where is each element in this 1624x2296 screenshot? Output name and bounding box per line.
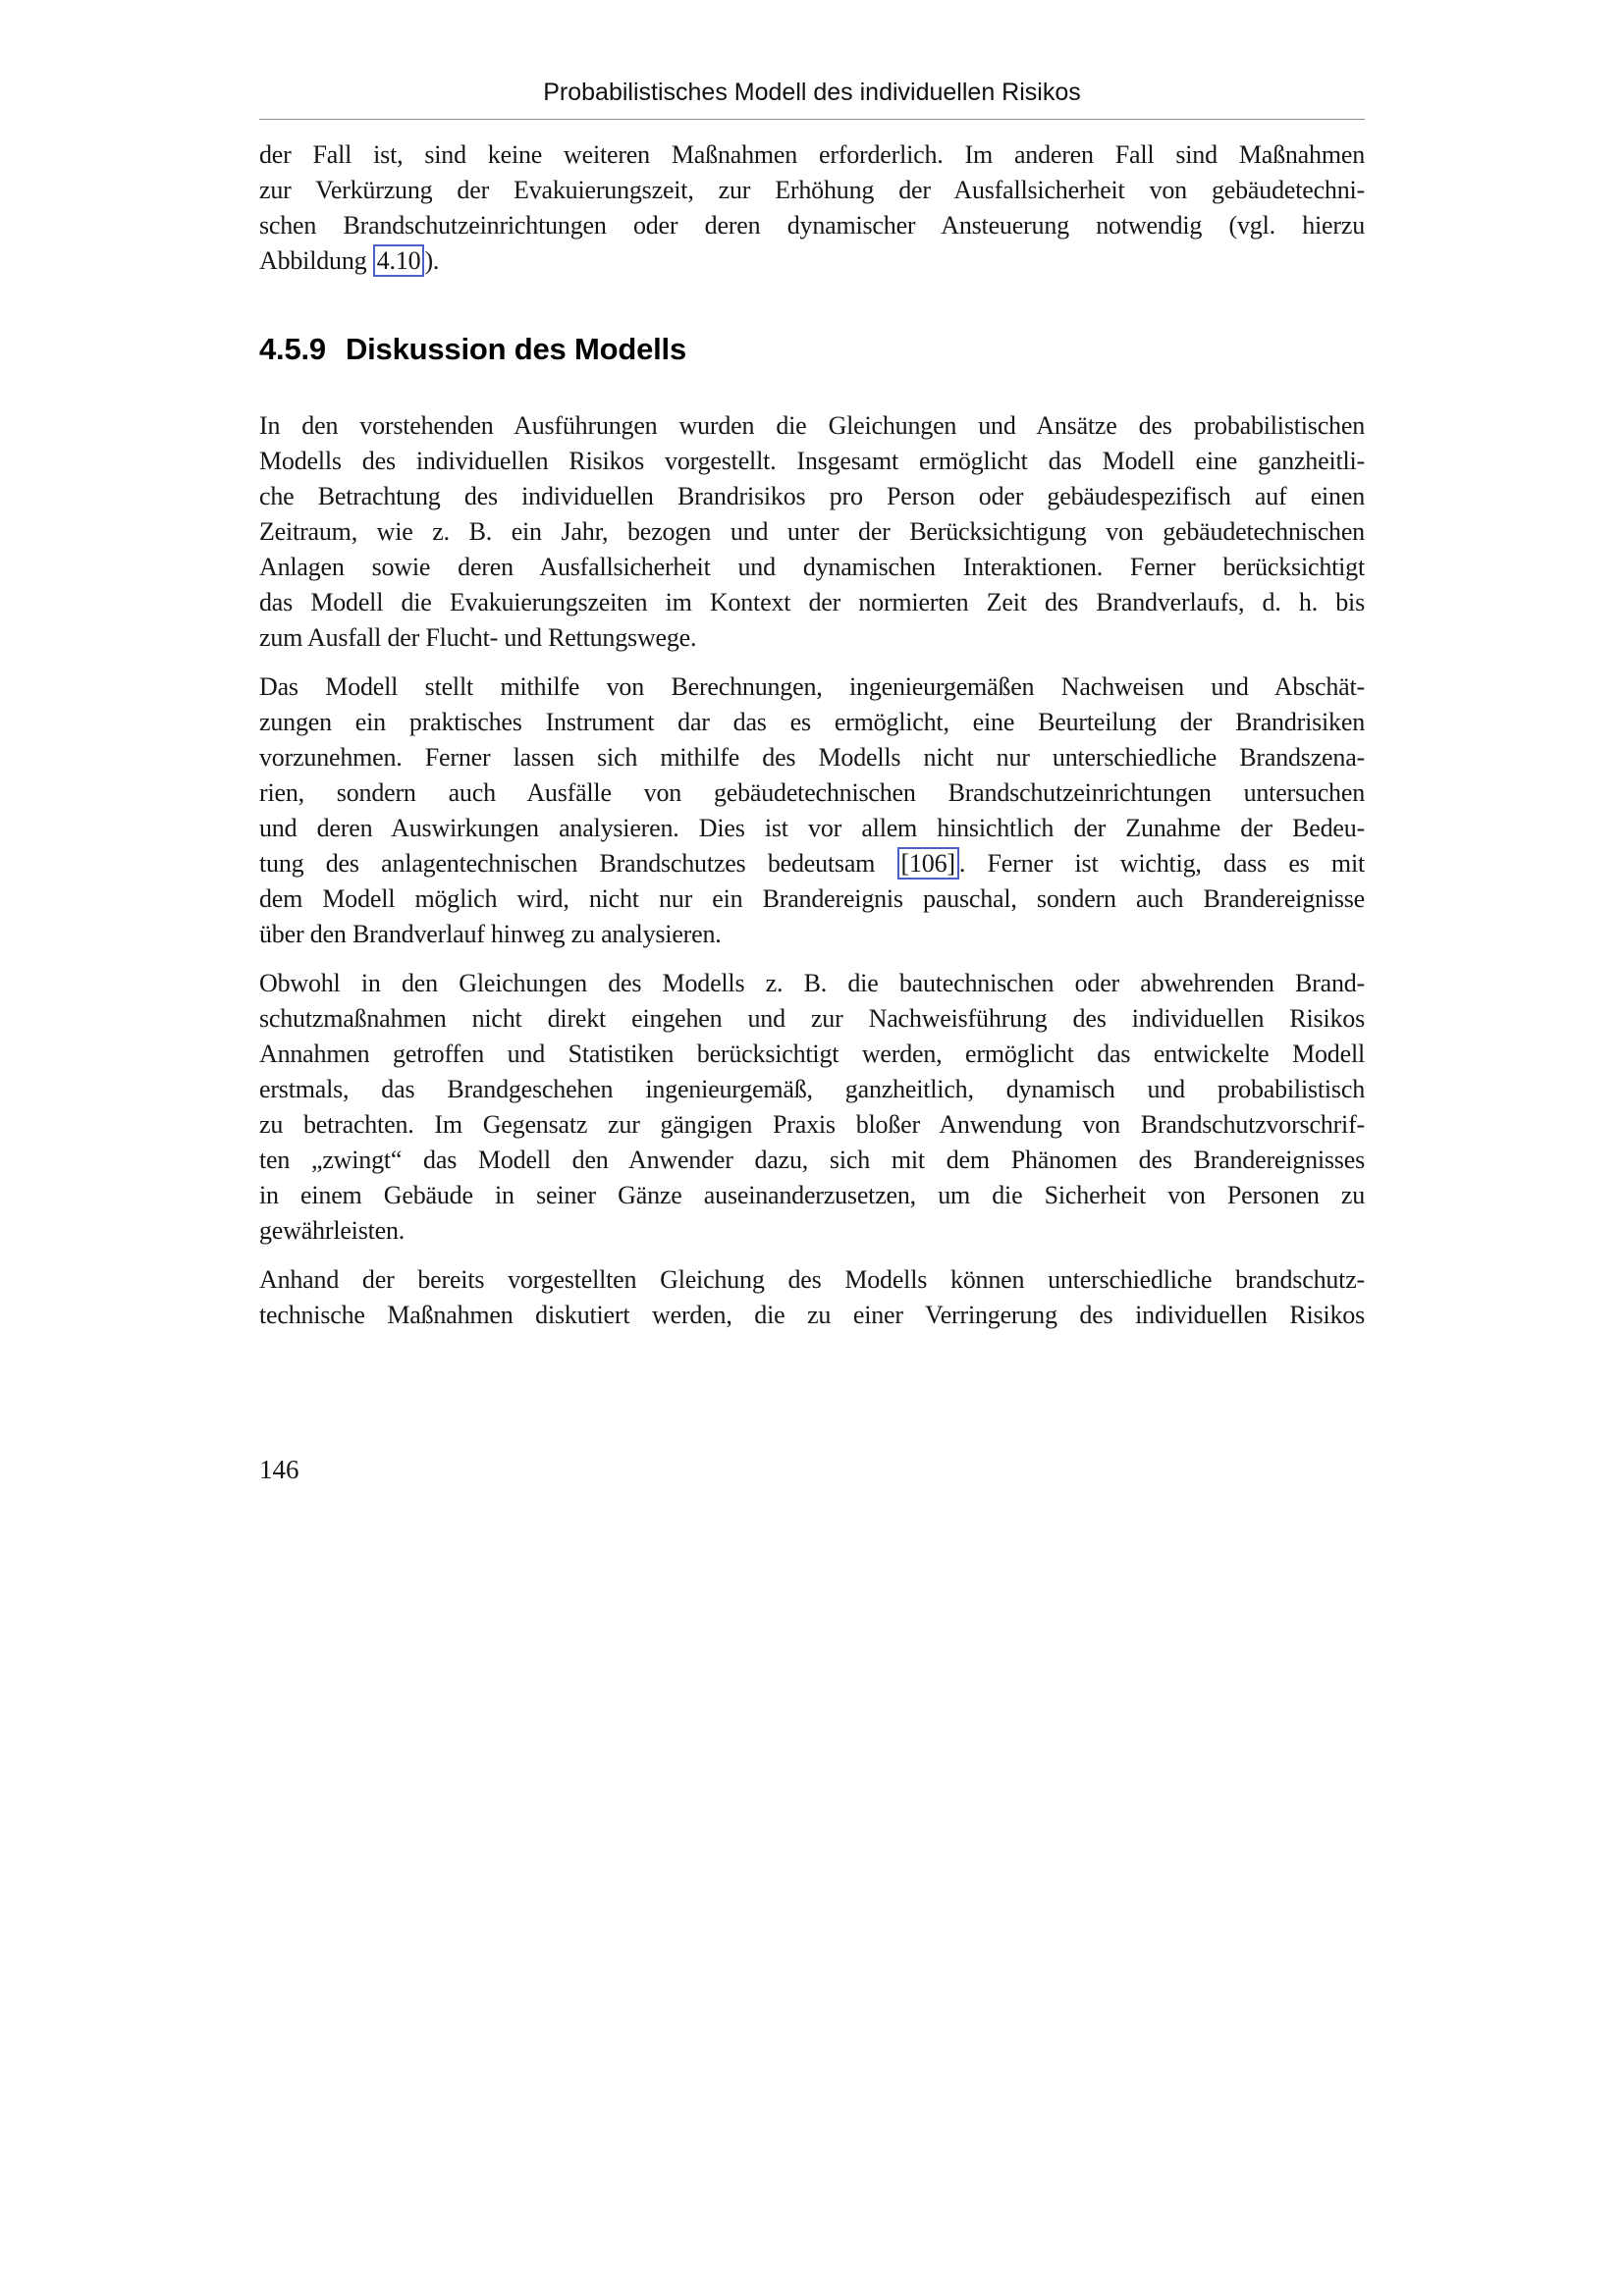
text-line: schutzmaßnahmen nicht direkt eingehen und zur Nachweisführung des individuellen Risikos: [259, 1004, 1365, 1033]
figure-reference-link[interactable]: 4.10: [373, 244, 425, 277]
text-line: der Fall ist, sind keine weiteren Maßnahmen erforderlich. Im anderen Fall sind Maßnahmen: [259, 140, 1365, 169]
text-segment: Abbildung: [259, 246, 373, 275]
text-line: [259, 243, 1365, 279]
text-line: Modells des individuellen Risikos vorgestellt. Insgesamt ermöglicht das Modell eine ganzheitli-: [259, 447, 1365, 475]
text-line: zu betrachten. Im Gegensatz zur gängigen Praxis bloßer Anwendung von Brandschutzvorschrif-: [259, 1110, 1365, 1139]
text-line: in einem Gebäude in seiner Gänze auseinanderzusetzen, um die Sicherheit von Personen zu: [259, 1181, 1365, 1209]
paragraph-2: [259, 408, 1365, 656]
section-title: Diskussion des Modells: [345, 332, 686, 366]
text-line: das Modell die Evakuierungszeiten im Kontext der normierten Zeit des Brandverlaufs, d. h. bis: [259, 588, 1365, 616]
text-line: ten „zwingt“ das Modell den Anwender dazu, sich mit dem Phänomen des Brandereignisses: [259, 1146, 1365, 1174]
text-line: schen Brandschutzeinrichtungen oder deren dynamischer Ansteuerung notwendig (vgl. hierzu: [259, 211, 1365, 240]
section-number: 4.5.9: [259, 332, 326, 366]
text-line: Anhand der bereits vorgestellten Gleichung des Modells können unterschiedliche brandschutz-: [259, 1265, 1365, 1294]
text-line: vorzunehmen. Ferner lassen sich mithilfe des Modells nicht nur unterschiedliche Brandszena-: [259, 743, 1365, 772]
text-line: gewährleisten.: [259, 1216, 406, 1245]
text-line: Annahmen getroffen und Statistiken berücksichtigt werden, ermöglicht das entwickelte Modell: [259, 1040, 1365, 1068]
text-line: dem Modell möglich wird, nicht nur ein Brandereignis pauschal, sondern auch Brandereignisse: [259, 884, 1365, 913]
text-line: technische Maßnahmen diskutiert werden, die zu einer Verringerung des individuellen Risikos: [259, 1301, 1365, 1329]
text-line: Obwohl in den Gleichungen des Modells z. B. die bautechnischen oder abwehrenden Brand-: [259, 969, 1365, 997]
page-body: [259, 137, 1365, 1333]
text-line: che Betrachtung des individuellen Brandrisikos pro Person oder gebäudespezifisch auf einen: [259, 482, 1365, 510]
text-segment: tung des anlagentechnischen Brandschutzes bedeutsam: [259, 849, 897, 878]
text-line: Zeitraum, wie z. B. ein Jahr, bezogen und unter der Berücksichtigung von gebäudetechnischen: [259, 517, 1365, 546]
text-line: rien, sondern auch Ausfälle von gebäudetechnischen Brandschutzeinrichtungen untersuchen: [259, 778, 1365, 807]
paragraph-5: [259, 1262, 1365, 1333]
text-line: [259, 846, 1365, 881]
paragraph-4: [259, 966, 1365, 1249]
text-line: zur Verkürzung der Evakuierungszeit, zur Erhöhung der Ausfallsicherheit von gebäudetechni-: [259, 176, 1365, 204]
text-line: erstmals, das Brandgeschehen ingenieurgemäß, ganzheitlich, dynamisch und probabilistisch: [259, 1075, 1365, 1103]
page-number: 146: [259, 1455, 299, 1484]
running-head: [259, 79, 1365, 107]
text-line: In den vorstehenden Ausführungen wurden die Gleichungen und Ansätze des probabilistischen: [259, 411, 1365, 440]
text-line: über den Brandverlauf hinweg zu analysieren.: [259, 920, 722, 948]
section-heading: [259, 330, 1365, 369]
paragraph-1: [259, 137, 1365, 279]
text-line: Das Modell stellt mithilfe von Berechnungen, ingenieurgemäßen Nachweisen und Abschät-: [259, 672, 1365, 701]
text-line: zungen ein praktisches Instrument dar das es ermöglicht, eine Beurteilung der Brandrisiken: [259, 708, 1365, 736]
citation-link[interactable]: [106]: [897, 847, 959, 880]
text-segment: ).: [424, 246, 440, 275]
text-line: Anlagen sowie deren Ausfallsicherheit und dynamischen Interaktionen. Ferner berücksichtigt: [259, 553, 1365, 581]
header-rule: [259, 119, 1365, 120]
paragraph-3: [259, 669, 1365, 952]
text-line: und deren Auswirkungen analysieren. Dies ist vor allem hinsichtlich der Zunahme der Bedeu-: [259, 814, 1365, 842]
text-line: zum Ausfall der Flucht- und Rettungswege.: [259, 623, 697, 652]
running-head-title: Probabilistisches Modell des individuellen Risikos: [543, 79, 1081, 106]
text-segment: . Ferner ist wichtig, dass es mit: [958, 849, 1366, 878]
